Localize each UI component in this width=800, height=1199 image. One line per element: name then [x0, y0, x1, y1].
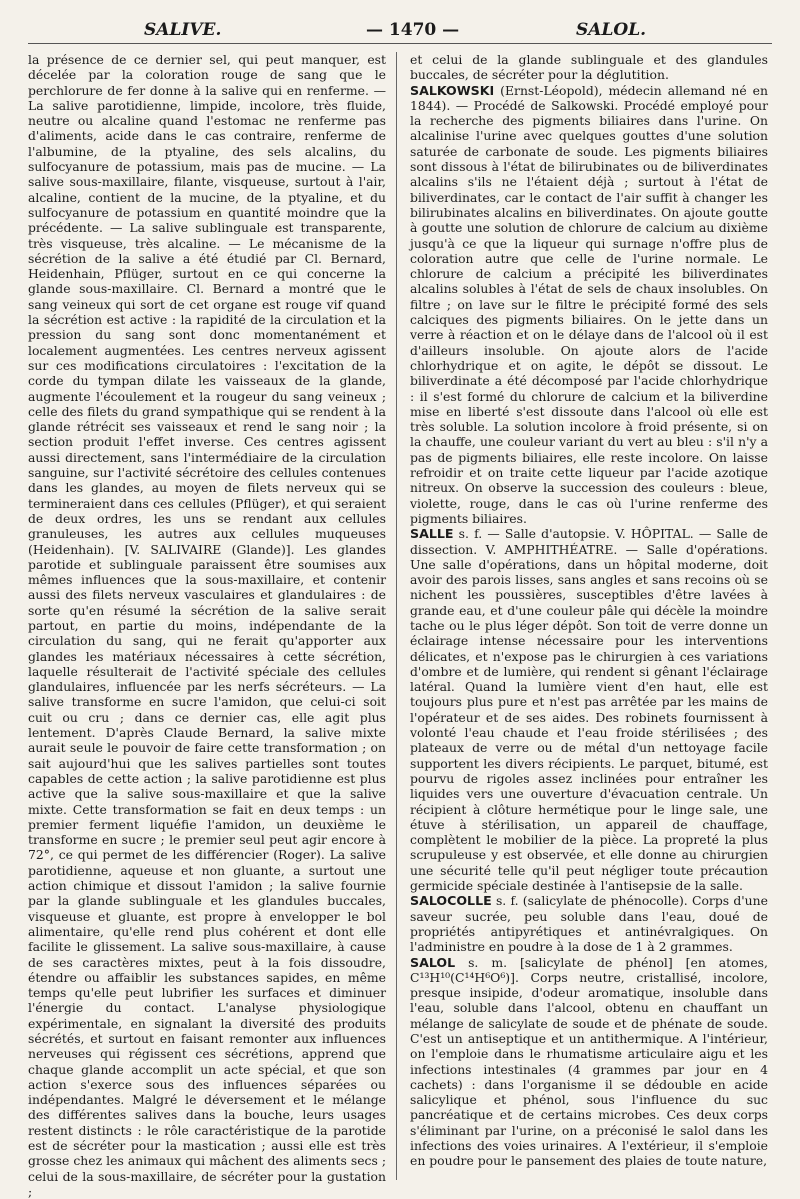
column-divider	[396, 52, 397, 1180]
page-number: — 1470 —	[366, 20, 460, 40]
entry-salocolle	[410, 893, 768, 954]
page-header	[28, 14, 772, 44]
entry-body: s. m. [salicylate de phénol] [en atomes, C¹³H¹⁰(C¹⁴H⁶O⁶)]. Corps neutre, cristallisé, incolore, presque insipide, d'odeur aromatique, insoluble dans l'eau, soluble dans l'alcool, obtenu en chauffant un mélange de salicylate de soude et de phénate de soude. C'est un antiseptique et un antithermique. A l'intérieur, on l'emploie dans le rhumatisme articulaire aigu et les infections intestinales (4 grammes par jour en 4 cachets) : dans l'organisme il se dédouble en acide salicylique et phénol, sous l'influence du suc pancréatique et de certains microbes. Ces deux corps s'éliminant par l'urine, on a préconisé le salol dans les infections des voies urinaires. A l'extérieur, il s'emploie en poudre pour le pansement des plaies de toute nature,	[410, 954, 768, 1169]
right-running-head: SALOL.	[576, 20, 647, 40]
salive-continued-intro: et celui de la glande sublinguale et des glandules buccales, de sécréter pour la déglutition.	[410, 52, 768, 83]
left-column	[28, 52, 386, 1199]
entry-salol	[410, 955, 768, 1169]
entry-salle	[410, 526, 768, 893]
entry-headword: SALOL	[410, 954, 456, 970]
entry-body: (Ernst-Léopold), médecin allemand né en 1844). — Procédé de Salkowski. Procédé employé pour la recherche des pigments biliaires dans l'urine. On alcalinise l'urine avec quelques gouttes d'une solution saturée de carbonate de soude. Les pigments biliaires sont dissous à l'état de bilirubinates ou de biliverdinates alcalins s'ils ne l'étaient déjà ; surtout à l'état de biliverdinates, car le contact de l'air suffit à changer les bilirubinates alcalins en biliverdinates. On ajoute goutte à goutte une solution de chlorure de calcium au dixième jusqu'à ce que la liqueur qui surnage n'offre plus de coloration autre que celle de l'urine normale. Le chlorure de calcium a précipité les biliverdinates alcalins solubles à l'état de sels de chaux insolubles. On filtre ; on lave sur le filtre le précipité formé des sels calciques des pigments biliaires. On le jette dans un verre à réaction et on le délaye dans de l'alcool où il est d'ailleurs insoluble. On ajoute alors de l'acide chlorhydrique et on agite, le dépôt se dissout. Le biliverdinate a été décomposé par l'acide chlorhydrique : il s'est formé du chlorure de calcium et la biliverdine mise en liberté s'est dissoute dans l'alcool où elle est très soluble. La solution incolore à froid présente, si on la chauffe, une couleur variant du vert au bleu : s'il n'y a pas de pigments biliaires, elle reste incolore. On laisse refroidir et on traite cette liqueur par l'acide azotique nitreux. On observe la succession des couleurs : bleue, violette, rouge, dans le cas où l'urine renferme des pigments biliaires.	[410, 82, 768, 526]
header-rule	[28, 43, 772, 44]
right-column	[410, 52, 768, 1180]
entry-headword: SALLE	[410, 526, 454, 542]
entry-salkowski	[410, 83, 768, 527]
entry-body: s. f. — Salle d'autopsie. V. HÔPITAL. — Salle de dissection. V. AMPHITHÉATRE. — Salle d'opérations. Une salle d'opérations, dans un hôpital moderne, doit avoir des parois lisses, sans angles et sans recoins où se nichent les poussières, susceptibles d'être lavées à grande eau, et d'une couleur pâle qui décèle la moindre tache ou le plus léger dépôt. Son toit de verre donne un éclairage intense nécessaire pour les interventions délicates, et n'expose pas le chirurgien à ces variations d'ombre et de lumière, qui rendent si gênant l'éclairage latéral. Quand la lumière vient d'en haut, elle est toujours plus pure et n'est pas arrêtée par les mains de l'opérateur et de ses aides. Des robinets fournissent à volonté l'eau chaude et l'eau froide stérilisées ; des plateaux de verre ou de métal d'un nettoyage facile supportent les divers récipients. Le parquet, bitumé, est pourvu de rigoles assez inclinées pour entraîner les liquides vers une ouverture d'évacuation centrale. Un récipient à clôture hermétique pour le linge sale, une étuve à stérilisation, un appareil de chauffage, complètent le mobilier de la pièce. La propreté la plus scrupuleuse y est observée, et elle donne au chirurgien une sécurité telle qu'il peut négliger toute précaution germicide spéciale destinée à l'antisepsie de la salle.	[410, 526, 768, 894]
entry-body: s. f. (salicylate de phénocolle). Corps d'une saveur sucrée, peu soluble dans l'eau, doué de propriétés antipyrétiques et antinévralgiques. On l'administre en poudre à la dose de 1 à 2 grammes.	[410, 893, 768, 955]
salive-continued-text: la présence de ce dernier sel, qui peut manquer, est décelée par la coloration rouge de sang que le perchlorure de fer donne à la salive qui en renferme. — La salive parotidienne, limpide, incolore, très fluide, neutre ou alcaline quand l'estomac ne renferme pas d'aliments, acide dans le cas contraire, renferme de l'albumine, de la ptyaline, des sels alcalins, du sulfocyanure de potassium, mais pas de mucine. — La salive sous-maxillaire, filante, visqueuse, surtout à l'air, alcaline, contient de la mucine, de la ptyaline, et du sulfocyanure de potassium en quantité moindre que la précédente. — La salive sublinguale est transparente, très visqueuse, très alcaline. — Le mécanisme de la sécrétion de la salive a été étudié par Cl. Bernard, Heidenhain, Pflüger, surtout en ce qui concerne la glande sous-maxillaire. Cl. Bernard a montré que le sang veineux qui sort de cet organe est rouge vif quand la sécrétion est active : la rapidité de la circulation et la pression du sang sont donc momentanément et localement augmentées. Les centres nerveux agissent sur ces modifications circulatoires : l'excitation de la corde du tympan dilate les vaisseaux de la glande, augmente l'écoulement et la rougeur du sang veineux ; celle des filets du grand sympathique qui se rendent à la glande rétrécit ses vaisseaux et rend le sang noir ; la section produit l'effet inverse. Ces centres agissent aussi directement, sans l'intermédiaire de la circulation sanguine, sur l'activité sécrétoire des cellules contenues dans les glandes, au moyen de filets nerveux qui se termineraient dans ces cellules (Pflüger), et qui seraient de deux ordres, les uns se rendant aux cellules granuleuses, les autres aux cellules muqueuses (Heidenhain). [V. SALIVAIRE (Glande)]. Les glandes parotide et sublinguale paraissent être soumises aux mêmes influences que la sous-maxillaire, et contenir aussi des filets nerveux vasculaires et glandulaires : de sorte qu'en résumé la sécrétion de la salive serait partout, en partie du moins, indépendante de la circulation du sang, qui ne ferait qu'apporter aux glandes les matériaux nécessaires à cette sécrétion, laquelle résulterait de l'activité spéciale des cellules glandulaires, influencée par les nerfs sécréteurs. — La salive transforme en sucre l'amidon, que celui-ci soit cuit ou cru ; dans ce dernier cas, elle agit plus lentement. D'après Claude Bernard, la salive mixte aurait seule le pouvoir de faire cette transformation ; on sait aujourd'hui que les salives partielles sont toutes capables de cette action ; la salive parotidienne est plus active que la salive sous-maxillaire et que la salive mixte. Cette transformation se fait en deux temps : un premier ferment liquéfie l'amidon, un deuxième le transforme en sucre ; le premier seul peut agir encore à 72°, ce qui permet de les différencier (Roger). La salive parotidienne, aqueuse et non gluante, a surtout une action chimique et dissout l'amidon ; la salive fournie par la glande sublinguale et les glandules buccales, visqueuse et gluante, est propre à envelopper le bol alimentaire, qu'elle rend plus cohérent et dont elle facilite le glissement. La salive sous-maxillaire, à cause de ses caractères mixtes, peut à la fois dissoudre, étendre ou affaiblir les substances sapides, en même temps qu'elle peut lubrifier les surfaces et diminuer l'énergie du contact. L'analyse physiologique expérimentale, en signalant la diversité des produits sécrétés, et surtout en faisant remonter aux influences nerveuses qui régissent ces sécrétions, apprend que chaque glande accomplit un acte spécial, et que son action s'exerce sous des influences séparées ou indépendantes. Malgré le déversement et le mélange des différentes salives dans la bouche, leurs usages restent distincts : le rôle caractéristique de la parotide est de sécréter pour la mastication ; aussi elle est très grosse chez les animaux qui mâchent des aliments secs ; celui de la sous-maxillaire, de sécréter pour la gustation ;	[28, 52, 386, 1199]
entry-headword: SALKOWSKI	[410, 82, 495, 98]
entry-headword: SALOCOLLE	[410, 893, 492, 909]
left-running-head: SALIVE.	[144, 20, 222, 40]
